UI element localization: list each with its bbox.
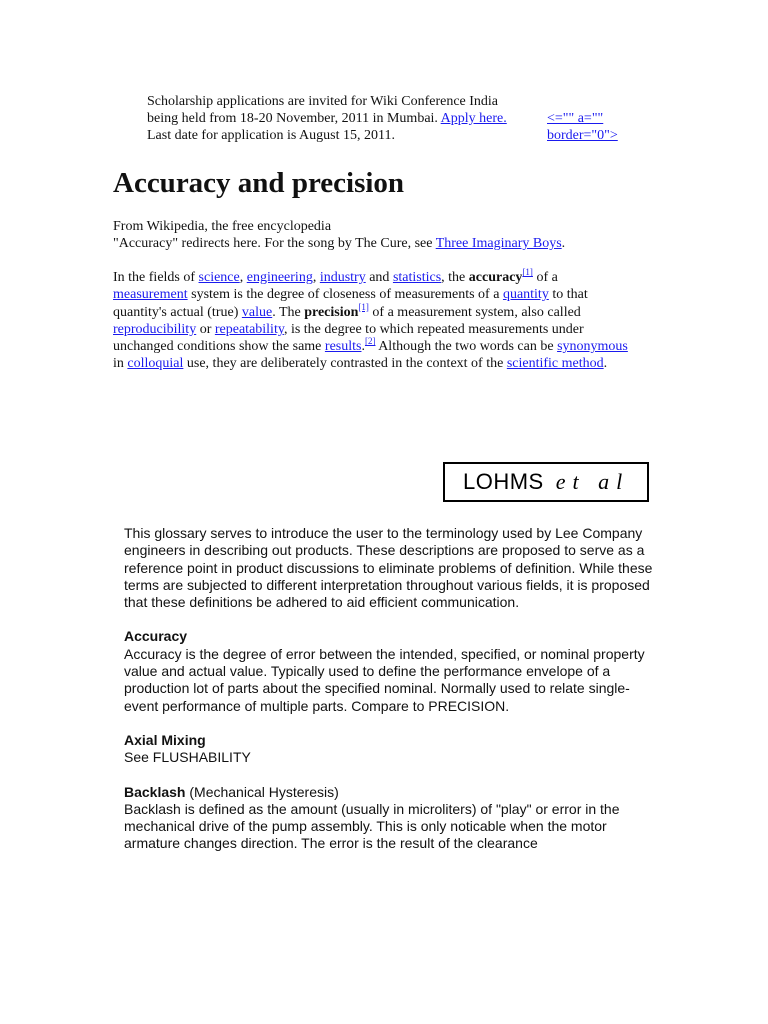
from-wikipedia-text: From Wikipedia, the free encyclopedia [113, 219, 332, 234]
glossary-definition: See FLUSHABILITY [124, 749, 251, 766]
glossary-section [124, 525, 654, 870]
glossary-term: Accuracy [124, 628, 188, 645]
scientific-method-link[interactable]: scientific method [506, 356, 604, 372]
glossary-entry-backlash: Backlash (Mechanical Hysteresis) Backlash is defined as the amount (usually in microliters) of "play" or error in the mechanical drive of the pump assembly. This is only noticable when the motor armature changes direction. The error is the result of the clearance [124, 783, 620, 852]
science-link[interactable]: science [198, 270, 240, 285]
engineering-link[interactable]: engineering [246, 270, 313, 285]
glossary-definition: Accuracy is the degree of error between the intended, specified, or nominal property value and actual value. Typically used to define the performance envelope of a production lot of parts about the specified nominal. Normally used to relate single-event performance of multiple parts. Compare to PRECISION. [124, 645, 645, 714]
accuracy-bold: accuracy [468, 270, 523, 285]
statistics-link[interactable]: statistics [392, 270, 442, 285]
article-subtitle [113, 218, 565, 252]
logo-main-text: LOHMS [463, 469, 544, 494]
broken-image-alt-link[interactable]: <="" a="" border="0"> [547, 111, 618, 143]
precision-bold: precision [304, 304, 359, 320]
glossary-definition: Backlash is defined as the amount (usually in microliters) of "play" or error in the mechanical drive of the pump assembly. This is only noticable when the motor armature changes direction. The error is the result of the clearance [124, 800, 620, 852]
industry-link[interactable]: industry [319, 270, 366, 285]
reproducibility-link[interactable]: reproducibility [113, 321, 197, 337]
glossary-term: Axial Mixing [124, 731, 206, 748]
lohms-logo [443, 462, 649, 502]
logo-tail-text: et al [555, 469, 630, 494]
glossary-entry-axial-mixing [124, 732, 654, 767]
banner-line-3: Last date for application is August 15, 2011. [147, 128, 395, 143]
ref-2-link[interactable]: [2] [364, 336, 376, 347]
three-imaginary-boys-link[interactable]: Three Imaginary Boys [435, 236, 562, 251]
apply-here-link[interactable]: Apply here. [440, 111, 507, 126]
repeatability-link[interactable]: repeatability [214, 321, 284, 337]
banner-line-1: Scholarship applications are invited for Wiki Conference India [147, 94, 499, 109]
scholarship-banner [147, 93, 647, 144]
page-title: Accuracy and precision [113, 167, 405, 199]
banner-line-2: being held from 18-20 November, 2011 in Mumbai. Apply here. [147, 111, 507, 126]
synonymous-link[interactable]: synonymous [557, 339, 628, 355]
results-link[interactable]: results [324, 339, 362, 355]
glossary-term: Backlash [124, 783, 186, 800]
glossary-entry-accuracy [124, 628, 654, 714]
ref-1b-link[interactable]: [1] [358, 301, 369, 312]
measurement-link[interactable]: measurement [113, 287, 188, 303]
glossary-intro: This glossary serves to introduce the user to the terminology used by Lee Company engineers in describing out products. These descriptions are proposed to serve as a reference point in product discussions to eliminate problems of definition. While these terms are subjected to different interpretation throughout various fields, it is proposed that these definitions be adhered to aid efficient communication. [124, 525, 653, 611]
quantity-link[interactable]: quantity [502, 287, 549, 303]
colloquial-link[interactable]: colloquial [127, 356, 184, 372]
intro-paragraph: In the fields of science, engineering, industry and statistics, the accuracy[1] of a measurement system is the degree of closeness of measurements of a quantity to that quantity's actual (true) value. The precision[1] of a measurement system, also called reproducibility or repeatability, is the degree to which repeated measurements under unchanged conditions show the same results.[2] Although the two words can be synonymous in colloquial use, they are deliberately contrasted in the context of the scientific method. [113, 267, 628, 372]
value-link[interactable]: value [241, 304, 273, 320]
ref-1-link[interactable]: [1] [522, 267, 533, 277]
redirect-note: "Accuracy" redirects here. For the song by The Cure, see Three Imaginary Boys. [113, 236, 566, 251]
